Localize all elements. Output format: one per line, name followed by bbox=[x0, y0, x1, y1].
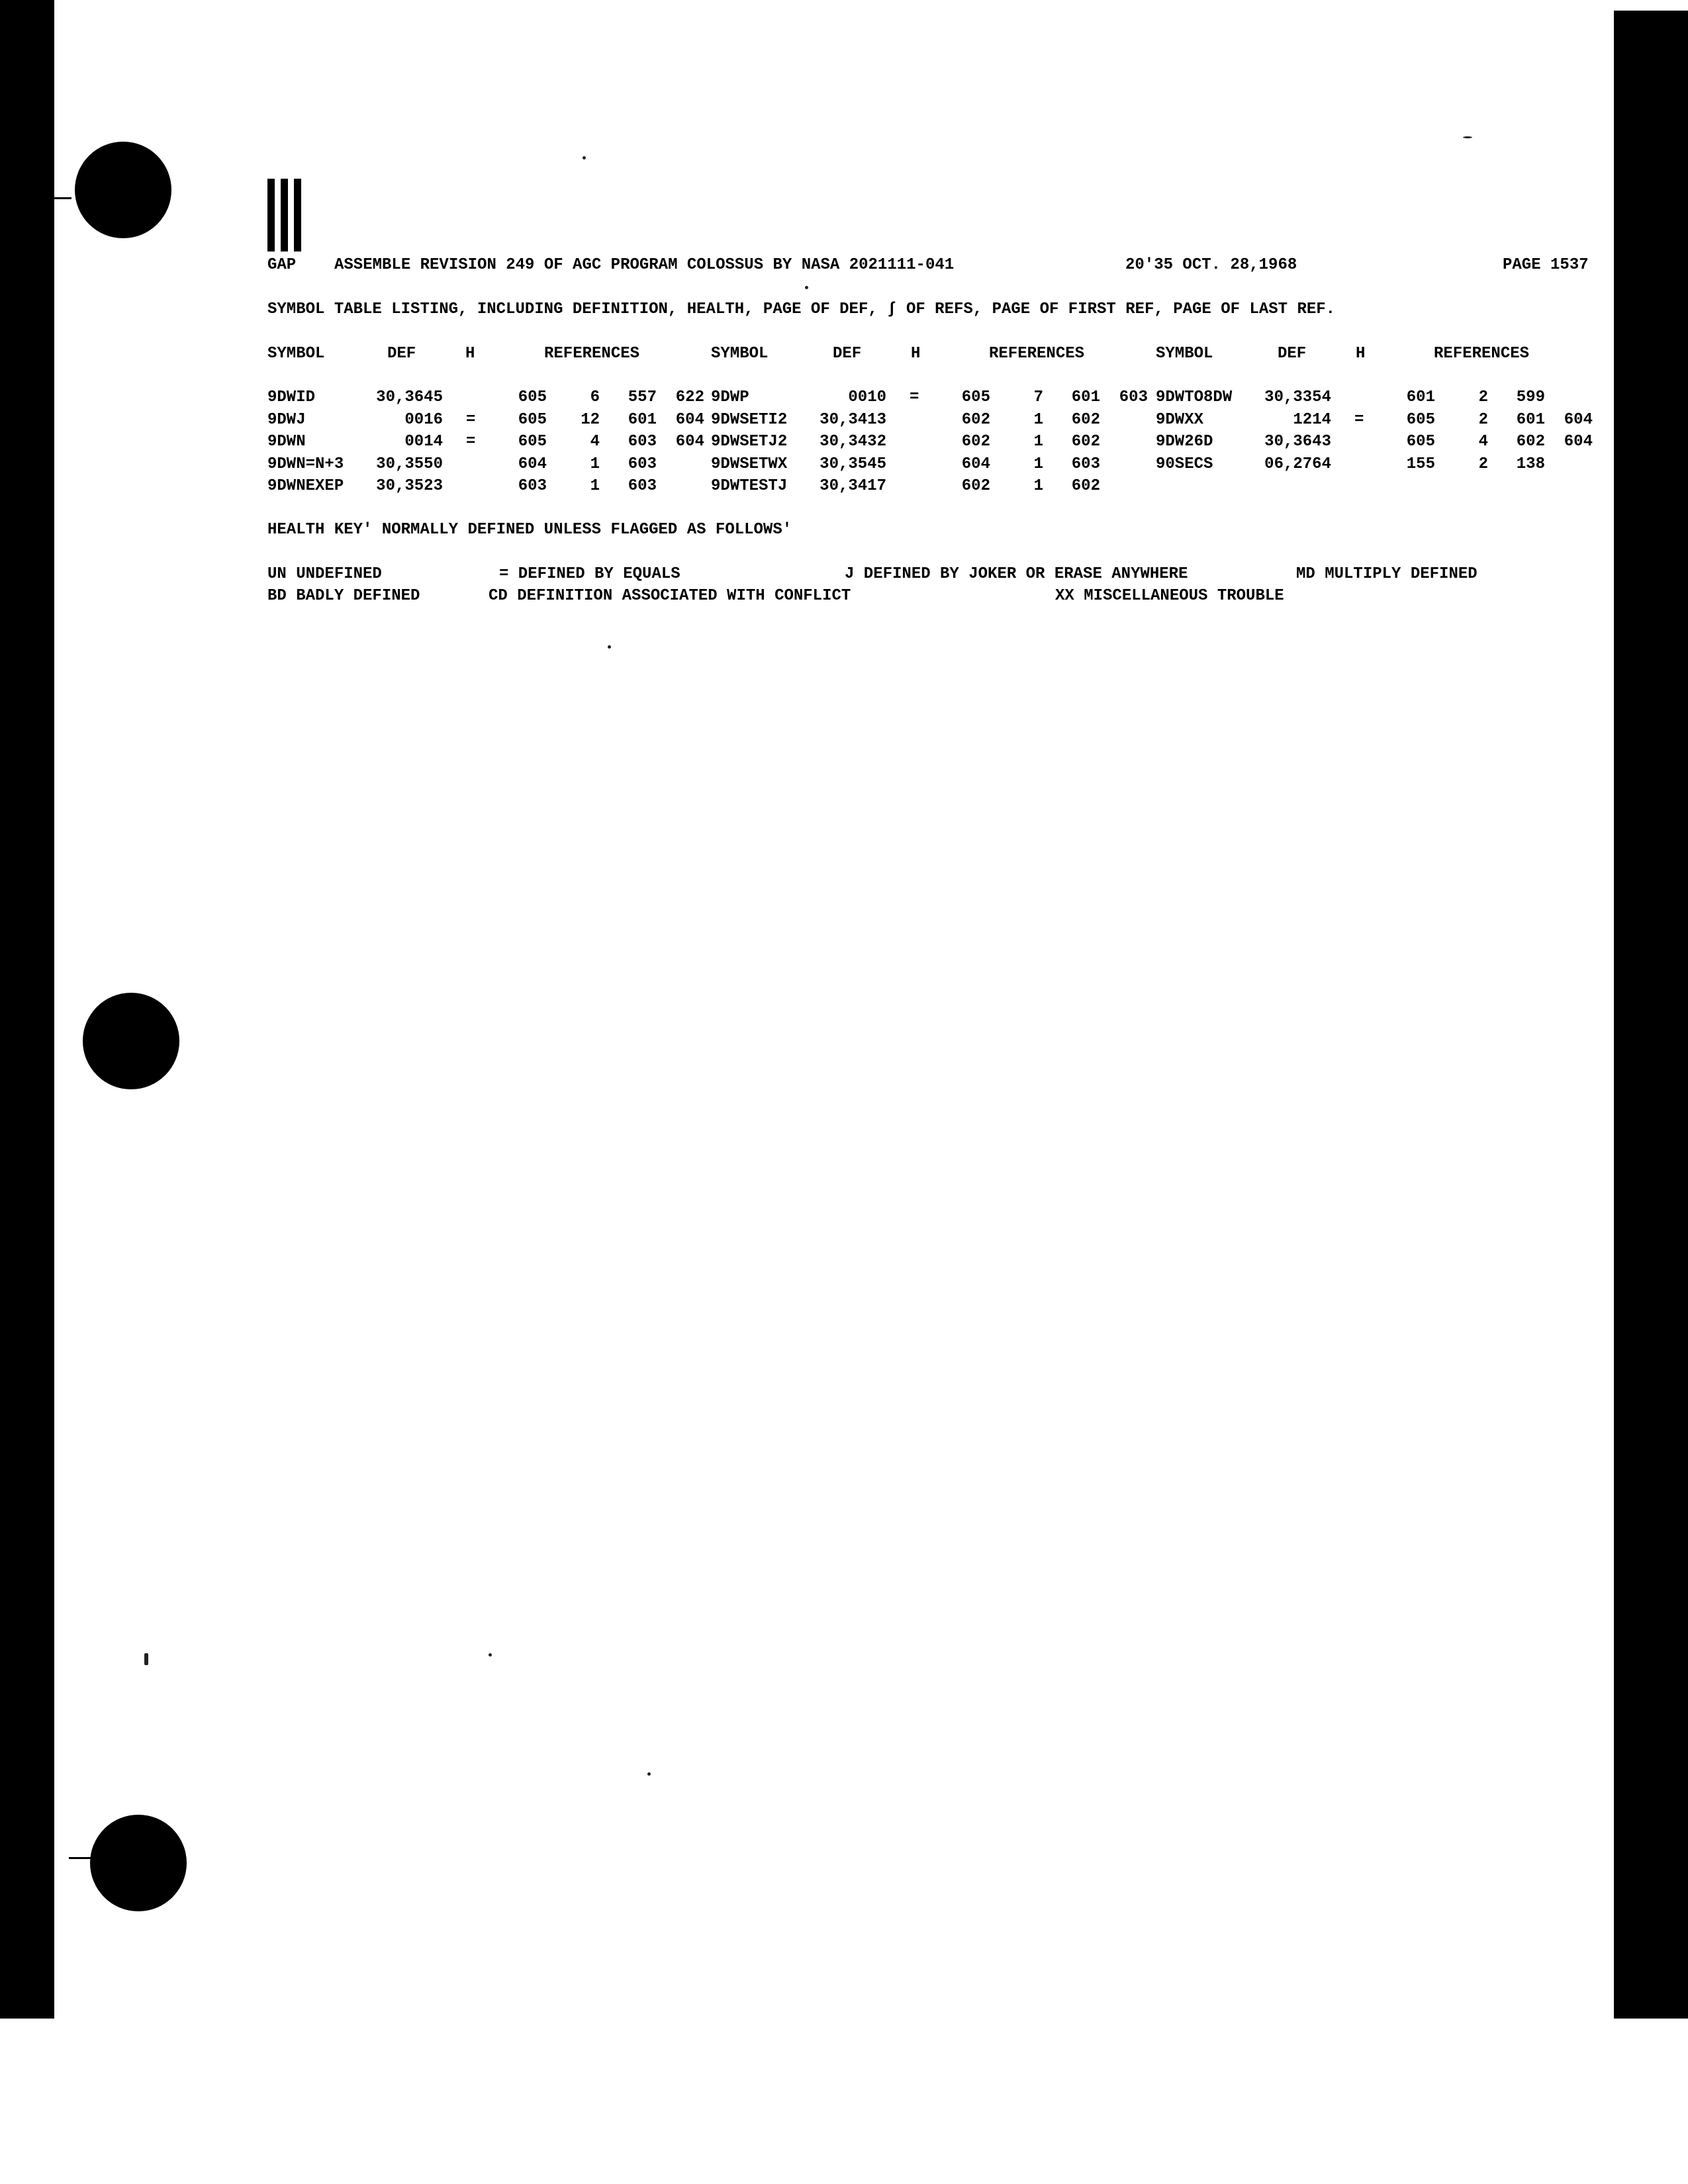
cell-symbol: 9DW26D bbox=[1156, 433, 1213, 451]
scan-border-left bbox=[0, 0, 54, 2019]
cell-refs: 1 bbox=[590, 455, 600, 473]
cell-first: 599 bbox=[1516, 388, 1545, 406]
cell-first: 601 bbox=[1516, 410, 1545, 429]
col-header-def: DEF bbox=[833, 345, 862, 363]
legend-undefined: UN UNDEFINED bbox=[267, 565, 382, 583]
cell-def: 30,3523 bbox=[376, 477, 443, 495]
cell-page: 602 bbox=[961, 410, 990, 429]
col-header-symbol: SYMBOL bbox=[711, 345, 769, 363]
punch-hole-top bbox=[75, 142, 171, 238]
header-tag: GAP bbox=[267, 256, 297, 274]
cell-def: 30,3354 bbox=[1264, 388, 1331, 406]
legend-conflict: CD DEFINITION ASSOCIATED WITH CONFLICT bbox=[489, 587, 851, 605]
scan-speck bbox=[144, 1653, 148, 1665]
cell-page: 603 bbox=[518, 477, 547, 495]
cell-refs: 2 bbox=[1478, 410, 1488, 429]
col-header-references: REFERENCES bbox=[544, 345, 640, 363]
cell-refs: 1 bbox=[590, 477, 600, 495]
cell-first: 601 bbox=[628, 410, 657, 429]
cell-h: = bbox=[466, 410, 476, 429]
cell-refs: 4 bbox=[590, 433, 600, 451]
col-header-def: DEF bbox=[387, 345, 416, 363]
cell-page: 604 bbox=[518, 455, 547, 473]
cell-def: 30,3550 bbox=[376, 455, 443, 473]
cell-page: 604 bbox=[961, 455, 990, 473]
scan-speck bbox=[489, 1653, 492, 1657]
cell-first: 602 bbox=[1071, 433, 1100, 451]
legend-badly-defined: BD BADLY DEFINED bbox=[267, 587, 420, 605]
legend-multiply-defined: MD MULTIPLY DEFINED bbox=[1296, 565, 1477, 583]
cell-last: 622 bbox=[675, 388, 704, 406]
cell-symbol: 9DWJ bbox=[267, 410, 306, 429]
col-header-def: DEF bbox=[1278, 345, 1307, 363]
cell-last: 604 bbox=[675, 410, 704, 429]
cell-symbol: 9DWN bbox=[267, 433, 306, 451]
legend-equals: = DEFINED BY EQUALS bbox=[499, 565, 680, 583]
cell-def: 0016 bbox=[404, 410, 443, 429]
cell-page: 602 bbox=[961, 433, 990, 451]
health-key-heading: HEALTH KEY' NORMALLY DEFINED UNLESS FLAGGED AS FOLLOWS' bbox=[267, 521, 792, 539]
cell-h: = bbox=[1354, 410, 1364, 429]
cell-first: 603 bbox=[628, 477, 657, 495]
punch-hole-middle bbox=[83, 993, 179, 1089]
cell-symbol: 9DWTO8DW bbox=[1156, 388, 1233, 406]
cell-page: 601 bbox=[1406, 388, 1435, 406]
cell-refs: 12 bbox=[581, 410, 600, 429]
col-header-h: H bbox=[465, 345, 475, 363]
page-number: PAGE 1537 bbox=[1503, 256, 1589, 274]
col-header-h: H bbox=[1356, 345, 1366, 363]
cell-h: = bbox=[910, 388, 919, 406]
cell-refs: 7 bbox=[1033, 388, 1043, 406]
scan-speck bbox=[647, 1772, 651, 1776]
scan-speck bbox=[1463, 136, 1472, 138]
col-header-references: REFERENCES bbox=[989, 345, 1085, 363]
cell-def: 30,3432 bbox=[820, 433, 886, 451]
hole-mark-line bbox=[45, 197, 71, 199]
cell-last: 604 bbox=[1564, 410, 1593, 429]
cell-first: 138 bbox=[1516, 455, 1545, 473]
cell-first: 603 bbox=[628, 433, 657, 451]
cell-last: 603 bbox=[1119, 388, 1148, 406]
cell-first: 557 bbox=[628, 388, 657, 406]
legend-misc-trouble: XX MISCELLANEOUS TROUBLE bbox=[1055, 587, 1284, 605]
cell-refs: 6 bbox=[590, 388, 600, 406]
cell-def: 30,3413 bbox=[820, 410, 886, 429]
cell-page: 605 bbox=[1406, 433, 1435, 451]
cell-def: 30,3417 bbox=[820, 477, 886, 495]
cell-first: 601 bbox=[1071, 388, 1100, 406]
scan-speck bbox=[805, 286, 808, 289]
cell-page: 605 bbox=[518, 433, 547, 451]
cell-def: 06,2764 bbox=[1264, 455, 1331, 473]
registration-marks bbox=[267, 179, 310, 251]
col-header-symbol: SYMBOL bbox=[1156, 345, 1213, 363]
cell-page: 605 bbox=[961, 388, 990, 406]
cell-h: = bbox=[466, 433, 476, 451]
cell-symbol: 9DWN=N+3 bbox=[267, 455, 344, 473]
cell-symbol: 9DWTESTJ bbox=[711, 477, 788, 495]
cell-def: 30,3643 bbox=[1264, 433, 1331, 451]
cell-refs: 1 bbox=[1033, 455, 1043, 473]
cell-refs: 4 bbox=[1478, 433, 1488, 451]
cell-page: 605 bbox=[518, 388, 547, 406]
cell-refs: 2 bbox=[1478, 388, 1488, 406]
col-header-h: H bbox=[911, 345, 921, 363]
cell-page: 155 bbox=[1406, 455, 1435, 473]
cell-first: 603 bbox=[628, 455, 657, 473]
scan-border-right bbox=[1614, 11, 1688, 2019]
cell-first: 602 bbox=[1071, 410, 1100, 429]
page-subtitle: SYMBOL TABLE LISTING, INCLUDING DEFINITION, HEALTH, PAGE OF DEF, ∫ OF REFS, PAGE OF FIRST REF, PAGE OF LAST REF. bbox=[267, 300, 1336, 318]
header-title: ASSEMBLE REVISION 249 OF AGC PROGRAM COLOSSUS BY NASA 2021111-041 bbox=[334, 256, 955, 274]
cell-symbol: 9DWP bbox=[711, 388, 749, 406]
cell-page: 605 bbox=[518, 410, 547, 429]
cell-def: 0014 bbox=[404, 433, 443, 451]
cell-def: 30,3645 bbox=[376, 388, 443, 406]
cell-symbol: 9DWXX bbox=[1156, 410, 1204, 429]
scan-speck bbox=[608, 645, 611, 649]
cell-def: 1214 bbox=[1293, 410, 1331, 429]
cell-last: 604 bbox=[675, 433, 704, 451]
cell-refs: 1 bbox=[1033, 477, 1043, 495]
cell-first: 603 bbox=[1071, 455, 1100, 473]
cell-def: 30,3545 bbox=[820, 455, 886, 473]
cell-symbol: 90SECS bbox=[1156, 455, 1213, 473]
col-header-symbol: SYMBOL bbox=[267, 345, 325, 363]
cell-page: 605 bbox=[1406, 410, 1435, 429]
cell-refs: 2 bbox=[1478, 455, 1488, 473]
cell-symbol: 9DWSETWX bbox=[711, 455, 788, 473]
cell-page: 602 bbox=[961, 477, 990, 495]
cell-first: 602 bbox=[1516, 433, 1545, 451]
cell-def: 0010 bbox=[848, 388, 886, 406]
cell-symbol: 9DWSETI2 bbox=[711, 410, 788, 429]
legend-joker: J DEFINED BY JOKER OR ERASE ANYWHERE bbox=[845, 565, 1188, 583]
cell-symbol: 9DWID bbox=[267, 388, 316, 406]
hole-mark-line bbox=[26, 1030, 53, 1032]
cell-last: 604 bbox=[1564, 433, 1593, 451]
col-header-references: REFERENCES bbox=[1434, 345, 1530, 363]
cell-first: 602 bbox=[1071, 477, 1100, 495]
cell-refs: 1 bbox=[1033, 433, 1043, 451]
scan-speck bbox=[583, 156, 586, 159]
header-timestamp: 20'35 OCT. 28,1968 bbox=[1125, 256, 1297, 274]
cell-symbol: 9DWNEXEP bbox=[267, 477, 344, 495]
cell-refs: 1 bbox=[1033, 410, 1043, 429]
hole-mark-line bbox=[69, 1857, 95, 1859]
cell-symbol: 9DWSETJ2 bbox=[711, 433, 788, 451]
punch-hole-bottom bbox=[90, 1815, 187, 1911]
